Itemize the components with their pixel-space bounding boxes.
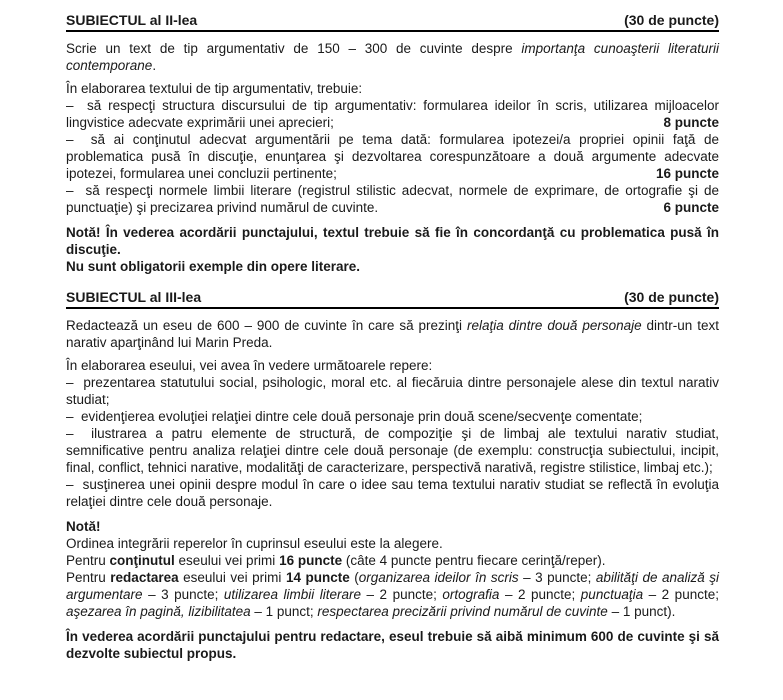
section-subiectul-2 [66,12,719,275]
requirement-item [66,97,719,131]
text-bold: redactarea [110,570,179,585]
text-bold: conţinutul [109,553,175,568]
text-run: În elaborarea textului de tip argumentativ, trebuie: [66,81,363,96]
section-3-points: (30 de puncte) [624,289,719,305]
scoring-line [66,569,719,620]
requirements-intro [66,80,719,97]
text-run: eseului vei primi [178,570,286,585]
text-run: – evidenţierea evoluţiei relaţiei dintre cele două personaje prin două scene/secvenţe comentate; [66,409,643,424]
task-intro-paragraph [66,317,719,351]
scoring-line [66,552,719,569]
requirement-item [66,182,719,216]
text-run: – ilustrarea a patru elemente de structură, de compoziţie şi de limbaj ale textului narativ studiat, semnificative pentru analiza relaţiei dintre cele două personaje (de exemplu: construcţia subiectului, incipit, final, conflict, tehnici narative, modalităţi de caracterizare, perspectivă narativă, registre stilistice, limbaj etc.); [66,426,719,475]
text-run: dintr-un text narativ aparţinând lui Marin Preda. [66,318,719,350]
guideline-item [66,425,719,476]
text-run: . [152,58,157,73]
text-run: – 2 puncte; [361,587,443,602]
text-run: Scrie un text de tip argumentativ de 150 – 300 de cuvinte despre [66,41,522,56]
text-run: – să respecţi normele limbii literare (registrul stilistic adecvat, normele de exprimare, de ortografie şi de punctuaţie) şi precizarea privind numărul de cuvinte. [66,183,719,215]
text-bold: Notă! [66,519,101,534]
text-run: – să ai conţinutul adecvat argumentării pe tema dată: formularea ipotezei/a propriei opinii faţă de problematica pusă în discuţie, enunţarea şi dezvoltarea corespunzătoare a două argumente adecvate ipotezei, formularea unei concluzii pertinente; [66,132,719,181]
note-paragraph [66,258,719,275]
section-2-points: (30 de puncte) [624,12,719,28]
text-run: Pentru [66,553,110,568]
text-italic: aşezarea în pagină, lizibilitatea [66,604,251,619]
text-run: (câte 4 puncte pentru fiecare cerinţă/reper). [342,553,606,568]
points-value: 16 puncte [655,166,719,181]
text-bold: Notă! În vederea acordării punctajului, textul trebuie să fie în concordanţă cu problematica pusă în discuţie. [66,225,719,257]
guideline-item [66,374,719,408]
points-value: 6 puncte [663,200,719,215]
section-2-heading [66,12,719,32]
text-run: – 3 puncte; [518,570,596,585]
requirement-item [66,131,719,182]
task-intro-paragraph [66,40,719,74]
note-paragraph [66,224,719,258]
section-3-heading [66,289,719,309]
text-run: – 1 punct). [607,604,676,619]
guidelines-intro [66,357,719,374]
text-run: – 2 puncte; [643,587,719,602]
text-run: – susţinerea unei opinii despre modul în care o idee sau tema textului narativ studiat se reflectă în evoluţia relaţiei dintre cele două personaje. [66,477,719,509]
points-value: 8 puncte [663,115,719,130]
text-run: – prezentarea statutului social, psihologic, moral etc. al fiecăruia dintre personajele alese din textul narativ studiat; [66,375,719,407]
text-run: – 1 punct; [250,604,318,619]
text-run: Redactează un eseu de 600 – 900 de cuvinte în care să prezinţi [66,318,467,333]
section-3-title: SUBIECTUL al III-lea [66,289,202,305]
text-italic: abilităţi de analiză şi argumentare [66,570,720,602]
text-run: ( [349,570,359,585]
text-bold: 16 puncte [279,553,343,568]
text-italic: punctuaţia [580,587,644,602]
scoring-line [66,535,719,552]
text-italic: respectarea precizării privind numărul de cuvinte [317,604,608,619]
text-run: Pentru [66,570,111,585]
text-run: În elaborarea eseului, vei avea în vedere următoarele repere: [66,358,433,373]
note-heading [66,518,719,535]
guideline-item [66,476,719,510]
text-italic: utilizarea limbii literare [223,587,361,602]
section-2-title: SUBIECTUL al II-lea [66,12,198,28]
text-bold: 14 puncte [285,570,350,585]
text-run: eseului vei primi [174,553,280,568]
text-run: – 2 puncte; [499,587,581,602]
text-run: – 3 puncte; [142,587,224,602]
text-italic: ortografia [442,587,500,602]
text-run: – să respecţi structura discursului de tip argumentativ: formularea ideilor în scris, utilizarea mijloacelor lingvistice adecvate exprimării unei aprecieri; [66,98,719,130]
text-italic: importanţa cunoaşterii literaturii contemporane [66,41,719,73]
text-bold: În vederea acordării punctajului pentru redactare, eseul trebuie să aibă minimum 600 de cuvinte şi să dezvolte subiectul propus. [66,629,719,661]
text-italic: relaţia dintre două personaje [466,318,642,333]
guideline-item [66,408,719,425]
text-bold: Nu sunt obligatorii exemple din opere literare. [66,259,361,274]
text-italic: organizarea ideilor în scris [358,570,519,585]
section-subiectul-3 [66,289,719,662]
final-note-paragraph [66,628,719,662]
text-run: Ordinea integrării reperelor în cuprinsul eseului este la alegere. [66,536,443,551]
